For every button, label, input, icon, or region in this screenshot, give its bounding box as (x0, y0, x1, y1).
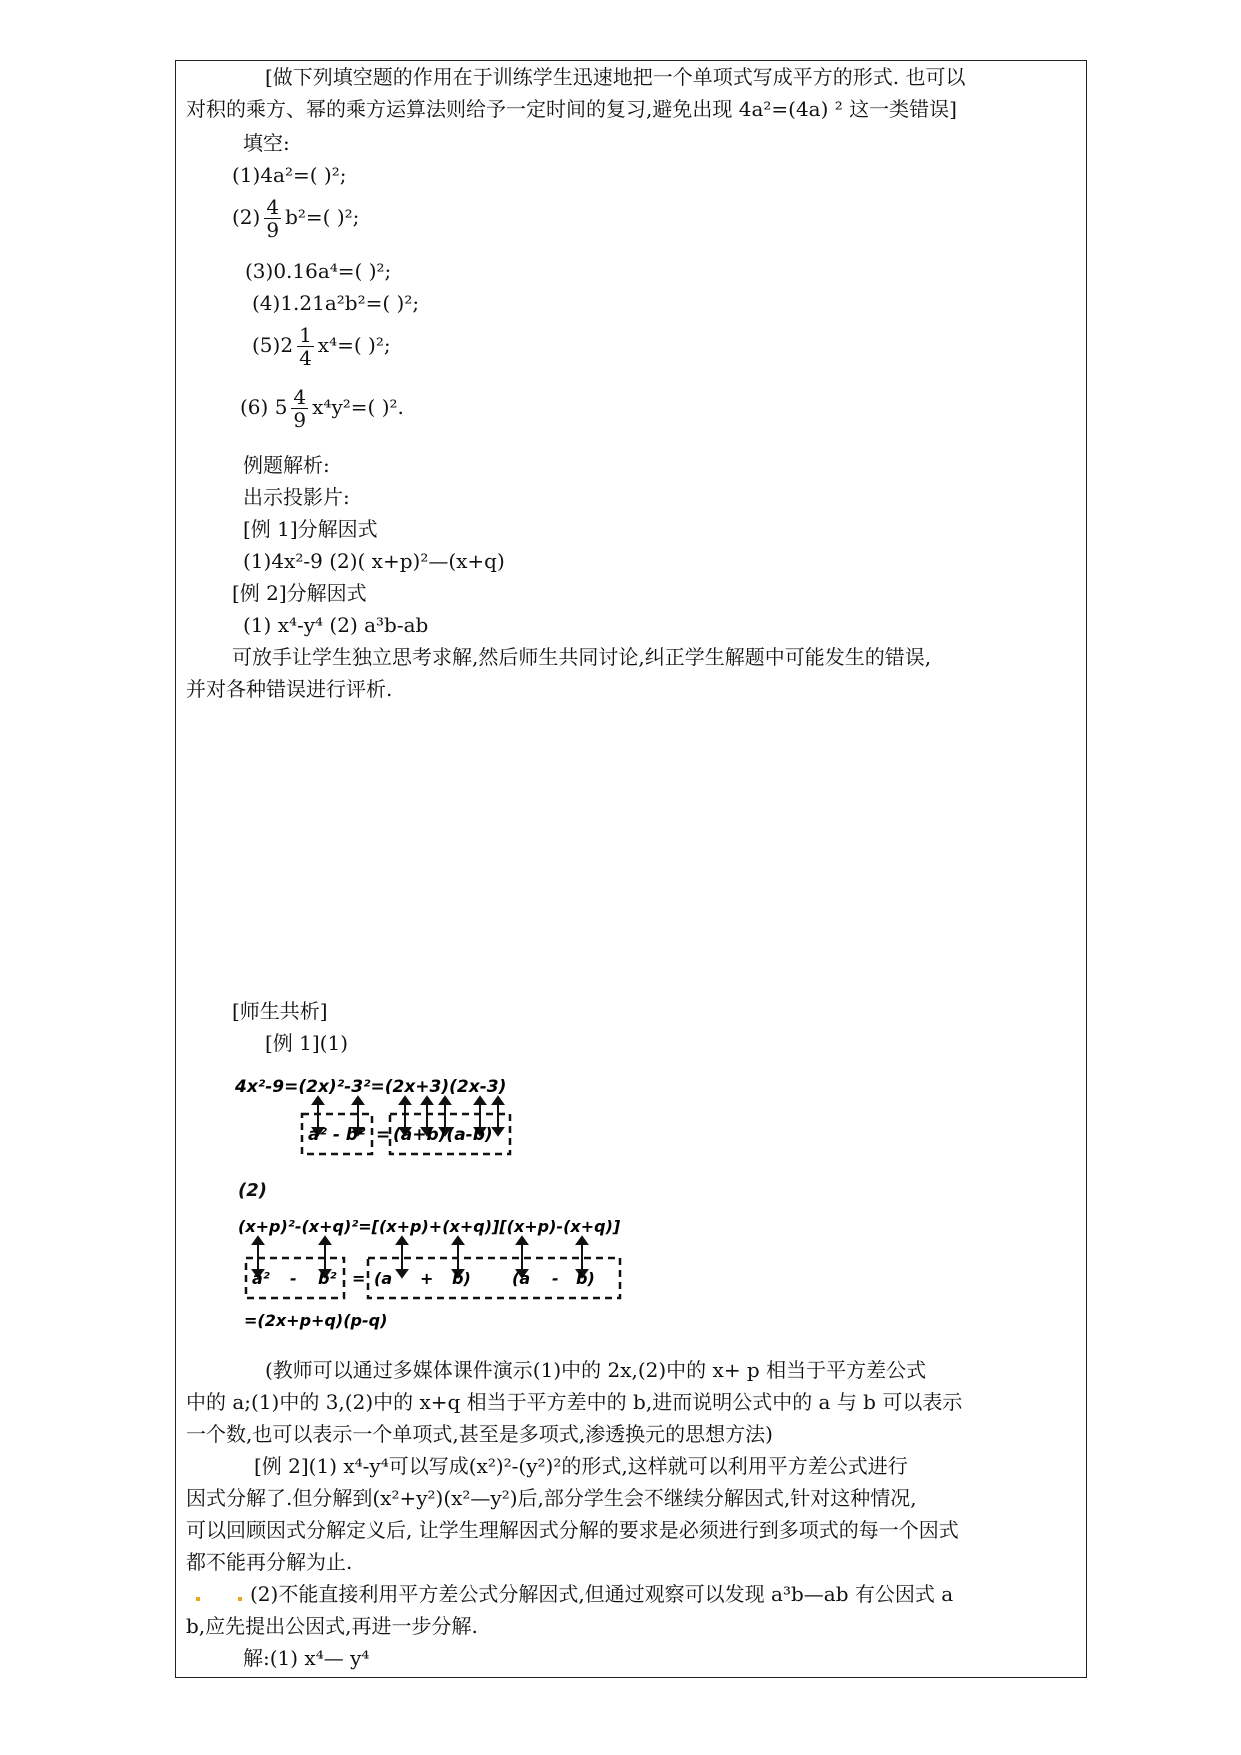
intro-line-1: [做下列填空题的作用在于训练学生迅速地把一个单项式写成平方的形式. 也可以 (265, 65, 966, 89)
item-5-prefix: (5)2 (252, 333, 294, 357)
intro-line-2: 对积的乘方、幂的乘方运算法则给予一定时间的复习,避免出现 4a²=(4a) ² 这一类错误] (186, 97, 957, 121)
solution-line: 解:(1) x⁴— y⁴ (243, 1646, 370, 1670)
diagram-2 (230, 1212, 650, 1340)
item-5 (252, 324, 391, 369)
item-5-denominator: 4 (299, 346, 312, 370)
diagram-1 (230, 1072, 530, 1168)
marker-dot-1 (196, 1597, 200, 1601)
diagram-2-equals: = (352, 1269, 366, 1288)
diagram-2-result: =(2x+p+q)(p-q) (244, 1311, 388, 1330)
item-6-prefix: (6) 5 (240, 395, 288, 419)
item-2-suffix: b²=( )²; (285, 205, 360, 229)
diagram-2-box-left-op: - (290, 1269, 297, 1288)
ex2-title: [例 2]分解因式 (232, 581, 367, 605)
ex1-title: [例 1]分解因式 (243, 517, 378, 541)
diagram-1-box-right-text: (a+b)(a-b) (393, 1125, 493, 1145)
item-6-fraction (291, 386, 308, 431)
item-6-suffix: x⁴y²=( )². (312, 395, 404, 419)
analysis-ex1-label: [例 1](1) (265, 1031, 349, 1055)
item-6-denominator: 9 (293, 408, 307, 432)
diagram-2-label: (2) (238, 1180, 267, 1201)
example-subtitle: 出示投影片: (243, 485, 350, 509)
fill-title: 填空: (243, 131, 290, 155)
item-5-suffix: x⁴=( )²; (317, 333, 391, 357)
ex1-items: (1)4x²-9 (2)( x+p)²—(x+q) (243, 549, 505, 573)
diagram-1-equation: 4x²-9=(2x)²-3²=(2x+3)(2x-3) (235, 1077, 507, 1097)
para1-line-3: 一个数,也可以表示一个单项式,甚至是多项式,渗透换元的思想方法) (186, 1422, 773, 1446)
diagram-2-box-left-a: a² (252, 1269, 270, 1288)
item-5-numerator: 1 (299, 323, 312, 347)
para3-line-1: (2)不能直接利用平方差公式分解因式,但通过观察可以发现 a³b—ab 有公因式 a (250, 1582, 954, 1606)
para2-line-4: 都不能再分解为止. (186, 1550, 353, 1574)
item-4: (4)1.21a²b²=( )²; (252, 291, 420, 315)
item-2 (232, 196, 359, 241)
marker-dot-2 (238, 1597, 242, 1601)
ex2-items: (1) x⁴-y⁴ (2) a³b-ab (243, 613, 429, 637)
para1-line-2: 中的 a;(1)中的 3,(2)中的 x+q 相当于平方差中的 b,进而说明公式中的 a 与 b 可以表示 (186, 1390, 963, 1414)
item-6-numerator: 4 (293, 385, 307, 409)
para2-line-2: 因式分解了.但分解到(x²+y²)(x²—y²)后,部分学生会不继续分解因式,针对这种情况, (186, 1486, 917, 1510)
diagram-2-box-right-op2: - (552, 1269, 559, 1288)
item-2-fraction (264, 196, 281, 241)
diagram-2-box-left-b: b² (318, 1269, 337, 1288)
analysis-title: [师生共析] (232, 999, 328, 1023)
diagram-1-equals: = (376, 1125, 391, 1145)
diagram-2-box-right-a: (a (374, 1269, 393, 1288)
para2-line-1: [例 2](1) x⁴-y⁴可以写成(x²)²-(y²)²的形式,这样就可以利用平方差公式进行 (254, 1454, 908, 1478)
note-line-2: 并对各种错误进行评析. (186, 677, 393, 701)
item-6 (240, 386, 404, 431)
item-2-numerator: 4 (266, 195, 280, 219)
item-2-prefix: (2) (232, 205, 261, 229)
diagram-1-box-left-text: a² - b² (308, 1125, 366, 1145)
para3-line-2: b,应先提出公因式,再进一步分解. (186, 1614, 478, 1638)
item-1: (1)4a²=( )²; (232, 163, 347, 187)
para2-line-3: 可以回顾因式分解定义后, 让学生理解因式分解的要求是必须进行到多项式的每一个因式 (186, 1518, 959, 1542)
item-3: (3)0.16a⁴=( )²; (245, 259, 392, 283)
diagram-2-box-right-b: b) (452, 1269, 471, 1288)
item-2-denominator: 9 (266, 218, 280, 242)
item-5-fraction (297, 324, 314, 369)
para1-line-1: (教师可以通过多媒体课件演示(1)中的 2x,(2)中的 x+ p 相当于平方差公式 (265, 1358, 927, 1382)
example-title: 例题解析: (243, 453, 330, 477)
diagram-2-box-right-c: (a (512, 1269, 531, 1288)
diagram-2-box-right-op1: + (420, 1269, 434, 1288)
diagram-2-box-right-d: b) (576, 1269, 595, 1288)
note-line-1: 可放手让学生独立思考求解,然后师生共同讨论,纠正学生解题中可能发生的错误, (232, 645, 932, 669)
diagram-2-equation: (x+p)²-(x+q)²=[(x+p)+(x+q)][(x+p)-(x+q)] (238, 1217, 621, 1236)
